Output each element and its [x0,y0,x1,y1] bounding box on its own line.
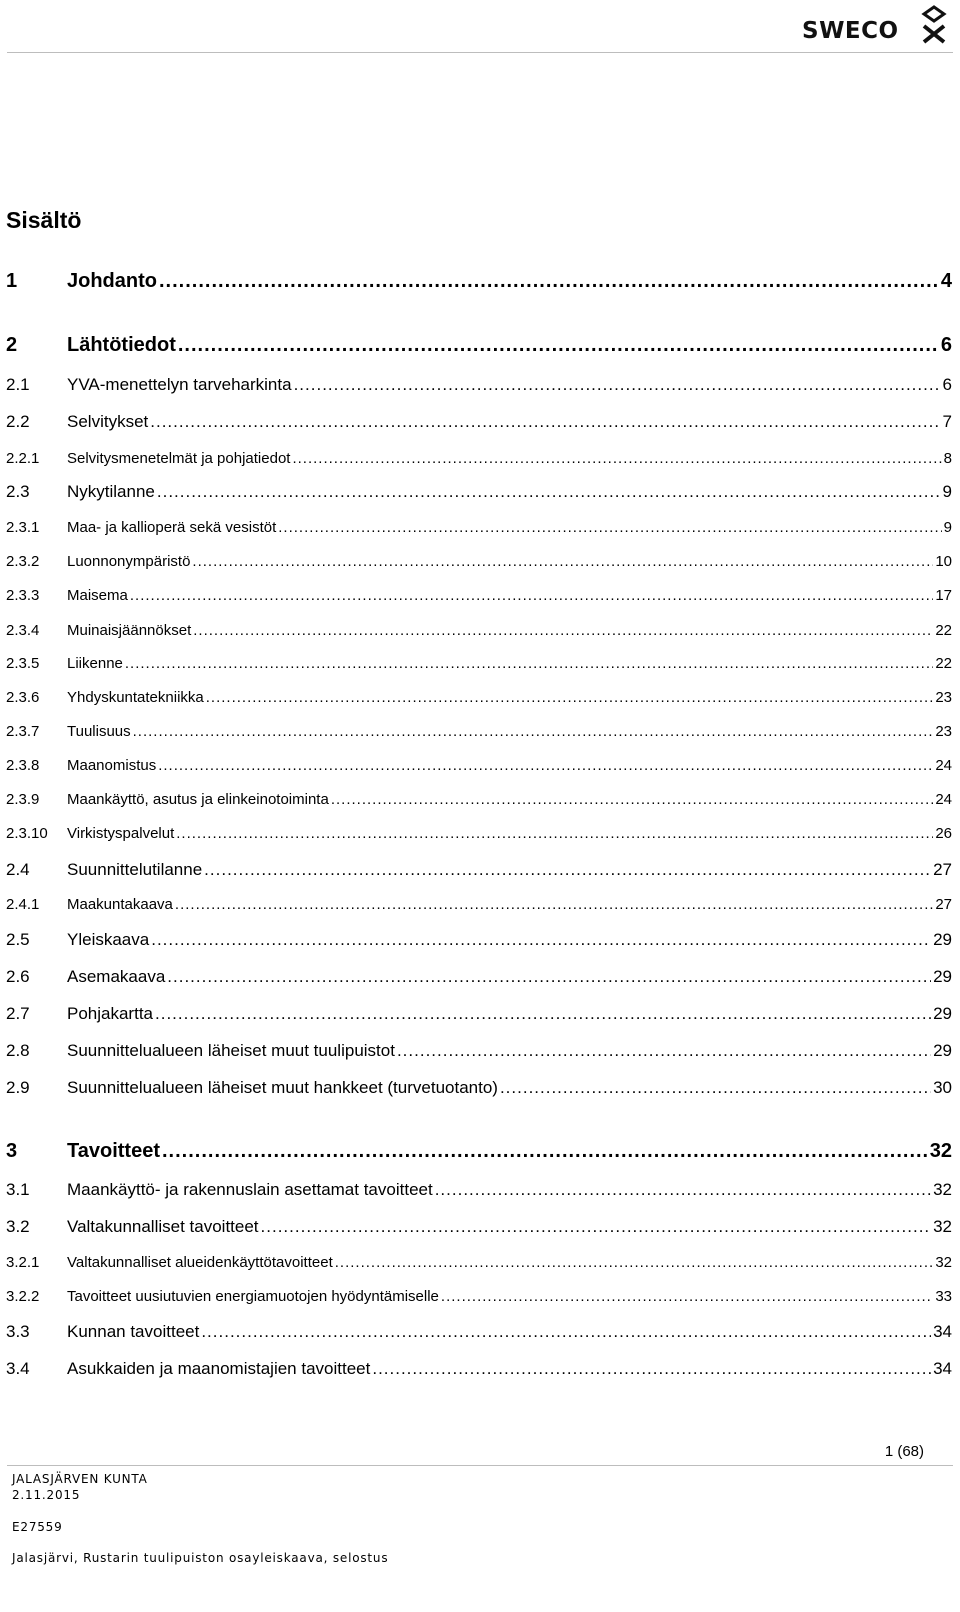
toc-heading: Sisältö [6,207,82,233]
sweco-mark-icon [916,4,952,44]
toc-entry[interactable] [6,860,952,880]
toc-entry[interactable] [6,791,952,808]
toc-entry-number: 2.4.1 [6,896,40,913]
toc-entry-number: 2.5 [6,930,30,949]
toc-entry-number: 3.2.2 [6,1288,40,1305]
toc-leader [292,450,941,467]
toc-entry-page: 29 [933,1004,952,1023]
toc-entry-number: 2.3.2 [6,553,40,570]
toc-entry-title: Luonnonympäristö [67,553,191,570]
toc-leader [158,757,933,774]
toc-entry-number: 3.2.1 [6,1254,40,1271]
toc-entry-number: 2.9 [6,1078,30,1097]
toc-entry-number: 3.4 [6,1359,30,1378]
toc-entry[interactable] [6,412,952,432]
toc-entry-page: 27 [935,896,952,913]
toc-entry[interactable] [6,334,952,357]
toc-leader [261,1217,932,1237]
toc-entry-number: 2.8 [6,1041,30,1060]
toc-entry-title: YVA-menettelyn tarveharkinta [67,375,292,394]
toc-entry-page: 17 [935,587,952,604]
toc-entry-page: 33 [935,1288,952,1305]
toc-entry-page: 4 [940,270,952,292]
toc-entry-number: 2.2 [6,412,30,431]
toc-entry-number: 2.7 [6,1004,30,1023]
toc-entry-page: 23 [935,689,952,706]
toc-entry-title: Selvitysmenetelmät ja pohjatiedot [67,450,291,467]
toc-entry[interactable] [6,450,952,467]
toc-entry[interactable] [6,270,952,293]
toc-leader [441,1288,933,1305]
toc-entry[interactable] [6,553,952,570]
toc-entry-page: 22 [935,655,952,672]
toc-entry-title: Maankäyttö, asutus ja elinkeinotoiminta [67,791,329,808]
toc-leader [206,689,934,706]
toc-leader [133,723,934,740]
toc-leader [167,967,931,987]
toc-entry[interactable] [6,757,952,774]
toc-entry-title: Tavoitteet [67,1140,160,1162]
toc-leader [125,655,933,672]
toc-entry[interactable] [6,896,952,913]
toc-leader [176,825,933,842]
toc-entry-title: Kunnan tavoitteet [67,1322,200,1341]
footer-document-title: Jalasjärvi, Rustarin tuulipuiston osayleiskaava, selostus [12,1551,389,1565]
header-rule [7,52,953,53]
toc-entry[interactable] [6,1254,952,1271]
toc-entry-title: Liikenne [67,655,123,672]
footer-rule [7,1465,953,1466]
toc-entry-number: 2.3.9 [6,791,40,808]
toc-leader [155,1004,931,1024]
toc-entry-number: 2.1 [6,375,30,394]
toc-entry-title: Tavoitteet uusiutuvien energiamuotojen hyödyntämiselle [67,1288,439,1305]
toc-entry[interactable] [6,622,952,639]
toc-entry[interactable] [6,1004,952,1024]
toc-entry-title: Suunnittelutilanne [67,860,203,879]
toc-entry-number: 3.2 [6,1217,30,1236]
toc-entry[interactable] [6,689,952,706]
toc-leader [372,1359,931,1379]
toc-entry-page: 23 [935,723,952,740]
toc-entry-page: 7 [942,412,952,431]
toc-entry-number: 2 [6,334,18,356]
toc-entry-number: 1 [6,270,18,292]
toc-entry-title: Muinaisjäännökset [67,622,192,639]
toc-entry-number: 2.4 [6,860,30,879]
toc-leader [159,270,939,293]
toc-entry-title: Virkistyspalvelut [67,825,175,842]
toc-leader [335,1254,934,1271]
toc-entry-number: 2.3.10 [6,825,48,842]
toc-entry[interactable] [6,1288,952,1305]
toc-entry-number: 2.2.1 [6,450,40,467]
toc-entry-title: Yleiskaava [67,930,150,949]
toc-entry-page: 30 [933,1078,952,1097]
toc-entry-title: Johdanto [67,270,157,292]
toc-entry-title: Selvitykset [67,412,149,431]
toc-leader [130,587,933,604]
footer-project-code: E27559 [12,1520,63,1534]
toc-entry-number: 2.3.3 [6,587,40,604]
toc-entry-page: 32 [933,1217,952,1236]
toc-entry[interactable] [6,825,952,842]
toc-leader [150,412,940,432]
toc-entry-title: Maankäyttö- ja rakennuslain asettamat tavoitteet [67,1180,433,1199]
toc-leader [193,622,933,639]
toc-entry-number: 2.3.4 [6,622,40,639]
toc-entry[interactable] [6,375,952,395]
toc-entry[interactable] [6,1078,952,1098]
toc-entry-number: 2.3 [6,482,30,501]
toc-entry-title: Valtakunnalliset tavoitteet [67,1217,259,1236]
toc-entry-page: 29 [933,1041,952,1060]
toc-entry[interactable] [6,1322,952,1342]
toc-leader [192,553,933,570]
toc-leader [435,1180,931,1200]
toc-entry-number: 2.3.6 [6,689,40,706]
toc-entry[interactable] [6,655,952,672]
toc-entry-page: 8 [943,450,952,467]
toc-leader [151,930,931,950]
toc-entry-page: 32 [935,1254,952,1271]
toc-entry-page: 6 [940,334,952,356]
toc-entry-page: 34 [933,1359,952,1378]
toc-leader [204,860,931,880]
toc-entry[interactable] [6,723,952,740]
toc-entry[interactable] [6,930,952,950]
toc-entry-title: Maa- ja kallioperä sekä vesistöt [67,519,277,536]
toc-entry-number: 3.3 [6,1322,30,1341]
toc-leader [162,1140,928,1163]
toc-entry-page: 34 [933,1322,952,1341]
toc-entry-title: Suunnittelualueen läheiset muut hankkeet (turvetuotanto) [67,1078,498,1097]
toc-entry-title: Maisema [67,587,128,604]
footer-date: 2.11.2015 [12,1488,81,1502]
toc-entry-title: Suunnittelualueen läheiset muut tuulipuistot [67,1041,395,1060]
toc-entry[interactable] [6,1140,952,1163]
page-indicator: 1 (68) [884,1443,924,1460]
toc-entry-title: Nykytilanne [67,482,155,501]
toc-entry-number: 3.1 [6,1180,30,1199]
toc-entry-number: 2.6 [6,967,30,986]
toc-entry-page: 6 [942,375,952,394]
toc-leader [500,1078,931,1098]
toc-entry-page: 29 [933,930,952,949]
toc-entry[interactable] [6,519,952,536]
toc-entry-page: 32 [929,1140,952,1162]
toc-entry-page: 10 [935,553,952,570]
toc-entry-number: 3 [6,1140,18,1162]
toc-entry[interactable] [6,1180,952,1200]
toc-entry[interactable] [6,1217,952,1237]
toc-entry-page: 22 [935,622,952,639]
toc-entry[interactable] [6,1359,952,1379]
toc-leader [294,375,941,395]
toc-entry-title: Pohjakartta [67,1004,153,1023]
toc-entry-title: Asemakaava [67,967,166,986]
toc-leader [175,896,933,913]
toc-entry-title: Maakuntakaava [67,896,173,913]
toc-entry[interactable] [6,587,952,604]
toc-leader [157,482,941,502]
logo-wordmark: SWECO [802,18,899,44]
toc-entry[interactable] [6,1041,952,1061]
toc-leader [331,791,934,808]
toc-entry-number: 2.3.7 [6,723,40,740]
toc-entry-page: 9 [943,519,952,536]
toc-entry-page: 27 [933,860,952,879]
toc-entry-title: Yhdyskuntatekniikka [67,689,204,706]
toc-entry-number: 2.3.8 [6,757,40,774]
toc-entry[interactable] [6,967,952,987]
toc-leader [201,1322,931,1342]
toc-entry-title: Maanomistus [67,757,157,774]
toc-entry-page: 29 [933,967,952,986]
toc-entry-number: 2.3.1 [6,519,40,536]
toc-entry-number: 2.3.5 [6,655,40,672]
toc-entry-title: Lähtötiedot [67,334,176,356]
toc-entry-page: 24 [935,791,952,808]
footer-organization: JALASJÄRVEN KUNTA [12,1472,148,1486]
toc-leader [178,334,939,357]
toc-entry-title: Asukkaiden ja maanomistajien tavoitteet [67,1359,371,1378]
toc-entry-page: 9 [942,482,952,501]
toc-entry-title: Tuulisuus [67,723,131,740]
toc-leader [278,519,941,536]
sweco-logo [802,4,952,52]
toc-entry-page: 26 [935,825,952,842]
toc-leader [397,1041,931,1061]
toc-entry-page: 24 [935,757,952,774]
toc-entry[interactable] [6,482,952,502]
toc-entry-page: 32 [933,1180,952,1199]
toc-entry-title: Valtakunnalliset alueidenkäyttötavoitteet [67,1254,333,1271]
